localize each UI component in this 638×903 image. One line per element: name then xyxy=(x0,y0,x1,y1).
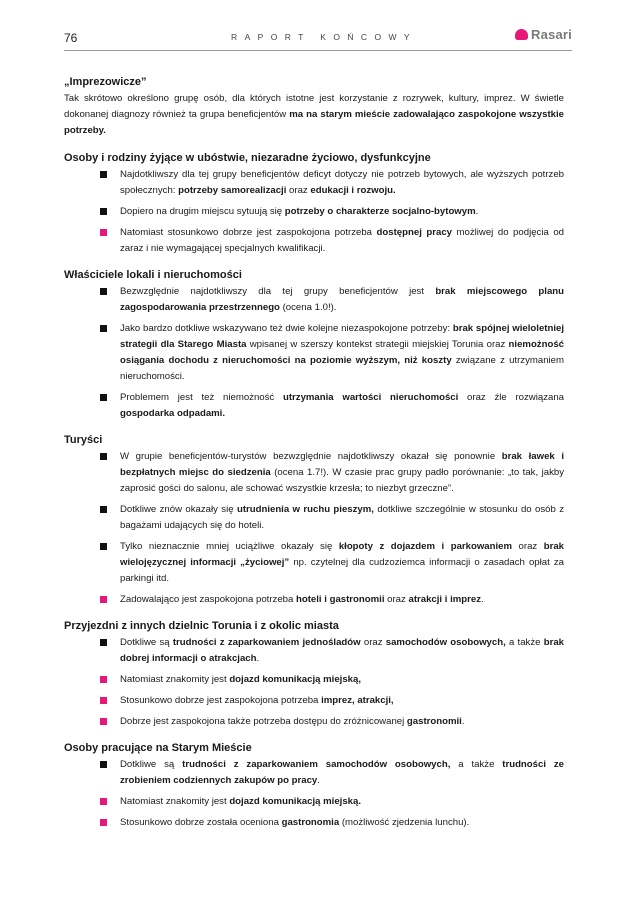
item-text: Natomiast znakomity jest xyxy=(120,674,230,685)
pink-square-bullet-icon xyxy=(100,718,107,725)
item-text-emphasis: brak dobrej informacji o atrakcjach xyxy=(120,637,564,664)
section-heading: Osoby i rodziny żyjące w ubóstwie, niezaradne życiowo, dysfunkcyjne xyxy=(64,152,431,164)
item-text-emphasis: potrzeby o charakterze socjalno-bytowym xyxy=(284,206,476,217)
item-text: wpisanej w szerszy kontekst strategii miejskiej Torunia oraz xyxy=(246,339,509,350)
running-title: RAPORT KOŃCOWY xyxy=(231,32,417,42)
page-header xyxy=(64,26,572,51)
item-text: Dobrze jest zaspokojona także potrzeba dostępu do zróżnicowanej xyxy=(120,716,407,727)
item-text: Dopiero na drugim miejscu sytuują się xyxy=(120,206,285,217)
section-heading: Osoby pracujące na Starym Mieście xyxy=(64,742,252,754)
item-text-emphasis: trudności z zaparkowaniem jednośladów xyxy=(172,637,361,648)
item-text: Najdotkliwszy dla tej grupy beneficjentów deficyt dotyczy nie potrzeb bytowych, ale wyższych potrzeb społecznych: xyxy=(120,169,564,196)
item-text-emphasis: brak wielojęzycznej informacji „życiowej” xyxy=(120,541,564,568)
list-item xyxy=(64,815,564,831)
list-item xyxy=(64,284,564,316)
black-square-bullet-icon xyxy=(100,288,107,295)
item-text: . xyxy=(461,716,465,727)
item-text: związane z utrzymaniem nieruchomości. xyxy=(120,355,564,382)
section xyxy=(64,434,564,608)
item-text-emphasis: kłopoty z dojazdem i parkowaniem xyxy=(338,541,513,552)
sections-container xyxy=(64,152,564,831)
item-text-emphasis: hoteli i gastronomii xyxy=(296,594,385,605)
item-text-emphasis: brak spójnej wieloletniej strategii dla Starego Miasta xyxy=(120,323,565,350)
item-text: oraz xyxy=(512,541,544,552)
item-text: Natomiast stosunkowo dobrze jest zaspokojona potrzeba xyxy=(120,227,377,238)
item-text-emphasis: edukacji i rozwoju. xyxy=(310,185,396,196)
section xyxy=(64,742,564,831)
pink-square-bullet-icon xyxy=(100,819,107,826)
item-text: (ocena 1.7!). W czasie prac grupy padło porównanie: „to tak, jakby zaprosić gości do salonu, ale schować wszystkie krzesła; to niezbyt grzeczne”. xyxy=(120,467,564,494)
pink-square-bullet-icon xyxy=(100,676,107,683)
item-text: Natomiast znakomity jest xyxy=(120,796,230,807)
intro-title: „Imprezowicze” xyxy=(64,76,147,88)
item-text: . xyxy=(256,653,260,664)
item-text: W grupie beneficjentów-turystów bezwzględnie najdotkliwszy okazał się ponownie xyxy=(120,451,502,462)
intro-text-part: Tak skrótowo określono grupę osób, dla których istotne jest korzystanie z rozrywek, kultury, imprez. W świetle dokonanej diagnozy również ta grupa beneficjentów xyxy=(64,93,564,120)
item-text: (ocena 1.0!). xyxy=(279,302,337,313)
item-text: Dotkliwe znów okazały się xyxy=(120,504,237,515)
item-text: (możliwość zjedzenia lunchu). xyxy=(339,817,470,828)
item-text-emphasis: brak miejscowego planu zagospodarowania przestrzennego xyxy=(120,286,564,313)
black-square-bullet-icon xyxy=(100,208,107,215)
item-text: Zadowalająco jest zaspokojona potrzeba xyxy=(120,594,296,605)
list-item xyxy=(64,757,564,789)
list-item xyxy=(64,693,564,709)
list-item xyxy=(64,204,564,220)
item-text-emphasis: utrzymania wartości nieruchomości xyxy=(282,392,459,403)
item-text-emphasis: imprez, atrakcji, xyxy=(321,695,394,706)
bullet-list xyxy=(64,757,564,831)
item-text: Bezwzględnie najdotkliwszy dla tej grupy beneficjentów jest xyxy=(120,286,436,297)
list-item xyxy=(64,635,564,667)
bullet-list xyxy=(64,635,564,730)
bullet-list xyxy=(64,284,564,422)
pink-square-bullet-icon xyxy=(100,798,107,805)
black-square-bullet-icon xyxy=(100,543,107,550)
item-text: oraz xyxy=(286,185,311,196)
item-text-emphasis: trudności z zaparkowaniem samochodów osobowych, xyxy=(182,759,451,770)
item-text: możliwej do podjęcia od zaraz i nie wymagającej specjalnych kwalifikacji. xyxy=(120,227,565,254)
list-item xyxy=(64,539,564,587)
section xyxy=(64,152,564,257)
section-heading: Przyjezdni z innych dzielnic Torunia i z okolic miasta xyxy=(64,620,339,632)
item-text-emphasis: trudności ze zrobieniem codziennych zakupów po pracy xyxy=(120,759,564,786)
section-heading: Turyści xyxy=(64,434,103,446)
item-text: Tylko nieznacznie mniej uciążliwe okazały się xyxy=(120,541,339,552)
item-text-emphasis: atrakcji i imprez xyxy=(408,594,482,605)
item-text: oraz xyxy=(360,637,386,648)
item-text-emphasis: utrudnienia w ruchu pieszym, xyxy=(236,504,374,515)
item-text-emphasis: gastronomii xyxy=(406,716,462,727)
item-text: dotkliwe szczególnie w stosunku do osób z bagażami udających się do hoteli. xyxy=(120,504,564,531)
logo xyxy=(515,27,572,42)
item-text: Dotkliwe są xyxy=(120,637,173,648)
list-item xyxy=(64,502,564,534)
list-item xyxy=(64,449,564,497)
item-text-emphasis: samochodów osobowych, xyxy=(385,637,506,648)
item-text: . xyxy=(481,594,484,605)
item-text: . xyxy=(317,775,320,786)
item-text: Dotkliwe są xyxy=(120,759,183,770)
section xyxy=(64,269,564,422)
item-text: oraz xyxy=(384,594,409,605)
item-text-emphasis: gastronomia xyxy=(281,817,340,828)
pink-square-bullet-icon xyxy=(100,229,107,236)
item-text: . xyxy=(475,206,479,217)
pink-square-bullet-icon xyxy=(100,697,107,704)
black-square-bullet-icon xyxy=(100,325,107,332)
page-number: 76 xyxy=(64,31,78,45)
item-text-emphasis: dojazd komunikacją miejską. xyxy=(229,796,362,807)
item-text: Jako bardzo dotkliwe wskazywano też dwie kolejne niezaspokojone potrzeby: xyxy=(120,323,453,334)
black-square-bullet-icon xyxy=(100,506,107,513)
item-text-emphasis: potrzeby samorealizacji xyxy=(178,185,287,196)
logo-mark-icon xyxy=(515,29,528,40)
item-text: np. czytelnej dla cudzoziemca informacji o zasadach opłat za parkingi itd. xyxy=(120,557,564,584)
list-item xyxy=(64,390,564,422)
list-item xyxy=(64,794,564,810)
bullet-list xyxy=(64,449,564,608)
black-square-bullet-icon xyxy=(100,639,107,646)
bullet-list xyxy=(64,167,564,257)
list-item xyxy=(64,225,564,257)
list-item xyxy=(64,672,564,688)
list-item xyxy=(64,592,564,608)
item-text-emphasis: brak ławek i bezpłatnych miejsc do siedzenia xyxy=(120,451,564,478)
intro-text xyxy=(64,91,564,139)
list-item xyxy=(64,714,564,730)
pink-square-bullet-icon xyxy=(100,596,107,603)
section-heading: Właściciele lokali i nieruchomości xyxy=(64,269,242,281)
item-text-emphasis: dostępnej pracy xyxy=(376,227,452,238)
item-text: Stosunkowo dobrze została oceniona xyxy=(120,817,282,828)
item-text-emphasis: gospodarka odpadami. xyxy=(120,408,226,419)
section xyxy=(64,620,564,730)
black-square-bullet-icon xyxy=(100,171,107,178)
item-text: a także xyxy=(450,759,503,770)
item-text-emphasis: dojazd komunikacją miejską, xyxy=(229,674,362,685)
item-text: Problemem jest też niemożność xyxy=(120,392,283,403)
item-text: a także xyxy=(505,637,544,648)
list-item xyxy=(64,321,564,385)
black-square-bullet-icon xyxy=(100,761,107,768)
intro-text-emphasis: ma na starym mieście zadowalająco zaspokojone wszystkie potrzeby. xyxy=(64,109,564,136)
item-text-emphasis: niemożność osiągania dochodu z nieruchomości na poziomie wyższym, niż koszty xyxy=(120,339,564,366)
item-text: oraz źle rozwiązana xyxy=(458,392,565,403)
black-square-bullet-icon xyxy=(100,394,107,401)
item-text: Stosunkowo dobrze jest zaspokojona potrzeba xyxy=(120,695,322,706)
black-square-bullet-icon xyxy=(100,453,107,460)
report-content xyxy=(64,64,564,843)
logo-text: Rasari xyxy=(531,27,572,42)
list-item xyxy=(64,167,564,199)
